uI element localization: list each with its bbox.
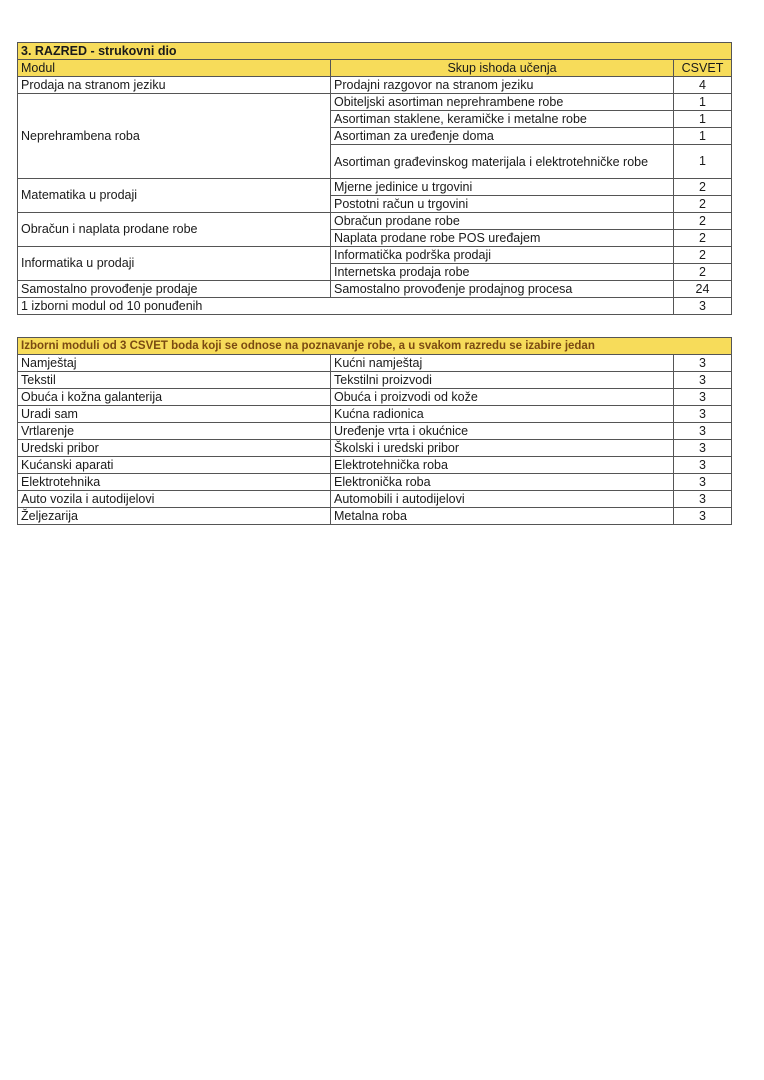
csvet-cell: 3	[674, 372, 732, 389]
module-cell: Matematika u prodaji	[18, 179, 331, 213]
module-cell: Kućanski aparati	[18, 457, 331, 474]
csvet-cell: 3	[674, 508, 732, 525]
header-module: Modul	[18, 60, 331, 77]
csvet-cell: 24	[674, 281, 732, 298]
outcome-cell: Kućni namještaj	[331, 355, 674, 372]
outcome-cell: Prodajni razgovor na stranom jeziku	[331, 77, 674, 94]
table-row	[18, 372, 732, 389]
table-row	[18, 491, 732, 508]
outcome-cell: Samostalno provođenje prodajnog procesa	[331, 281, 674, 298]
module-cell: Uredski pribor	[18, 440, 331, 457]
module-cell: Tekstil	[18, 372, 331, 389]
table-row	[18, 508, 732, 525]
csvet-cell: 2	[674, 247, 732, 264]
elective-row	[18, 298, 732, 315]
table-title: Izborni moduli od 3 CSVET boda koji se odnose na poznavanje robe, a u svakom razredu se izabire jedan	[18, 338, 732, 355]
outcome-cell: Asortiman za uređenje doma	[331, 128, 674, 145]
table-row	[18, 281, 732, 298]
csvet-cell: 3	[674, 355, 732, 372]
module-cell: Prodaja na stranom jeziku	[18, 77, 331, 94]
outcome-cell: Metalna roba	[331, 508, 674, 525]
table-row	[18, 179, 732, 196]
table-row	[18, 440, 732, 457]
outcome-cell: Tekstilni proizvodi	[331, 372, 674, 389]
table-row	[18, 213, 732, 230]
module-cell: Obuća i kožna galanterija	[18, 389, 331, 406]
table-row	[18, 389, 732, 406]
csvet-cell: 1	[674, 128, 732, 145]
table-row	[18, 474, 732, 491]
csvet-cell: 1	[674, 145, 732, 179]
table-row	[18, 355, 732, 372]
outcome-cell: Internetska prodaja robe	[331, 264, 674, 281]
outcome-cell: Obiteljski asortiman neprehrambene robe	[331, 94, 674, 111]
header-outcomes: Skup ishoda učenja	[331, 60, 674, 77]
csvet-cell: 3	[674, 389, 732, 406]
table-row	[18, 77, 732, 94]
module-cell: Elektrotehnika	[18, 474, 331, 491]
elective-modules-table	[17, 337, 732, 525]
csvet-cell: 2	[674, 196, 732, 213]
outcome-cell: Mjerne jedinice u trgovini	[331, 179, 674, 196]
module-cell: Namještaj	[18, 355, 331, 372]
header-csvet: CSVET	[674, 60, 732, 77]
outcome-cell: Obračun prodane robe	[331, 213, 674, 230]
csvet-cell: 2	[674, 230, 732, 247]
outcome-cell: Informatička podrška prodaji	[331, 247, 674, 264]
csvet-cell: 2	[674, 264, 732, 281]
table-row	[18, 457, 732, 474]
outcome-cell: Asortiman staklene, keramičke i metalne robe	[331, 111, 674, 128]
outcome-cell: Elektronička roba	[331, 474, 674, 491]
csvet-cell: 3	[674, 457, 732, 474]
table-title: 3. RAZRED - strukovni dio	[18, 43, 732, 60]
csvet-cell: 2	[674, 179, 732, 196]
outcome-cell: Naplata prodane robe POS uređajem	[331, 230, 674, 247]
table-row	[18, 94, 732, 111]
table-row	[18, 423, 732, 440]
module-cell: Neprehrambena roba	[18, 94, 331, 179]
outcome-cell: Školski i uredski pribor	[331, 440, 674, 457]
module-cell: Obračun i naplata prodane robe	[18, 213, 331, 247]
csvet-cell: 3	[674, 423, 732, 440]
outcome-cell: Uređenje vrta i okućnice	[331, 423, 674, 440]
curriculum-table-3rd-grade	[17, 42, 732, 315]
csvet-cell: 3	[674, 298, 732, 315]
csvet-cell: 2	[674, 213, 732, 230]
table-row	[18, 247, 732, 264]
csvet-cell: 3	[674, 491, 732, 508]
table-row	[18, 406, 732, 423]
module-cell: Informatika u prodaji	[18, 247, 331, 281]
module-cell: Samostalno provođenje prodaje	[18, 281, 331, 298]
csvet-cell: 1	[674, 94, 732, 111]
outcome-cell: Elektrotehnička roba	[331, 457, 674, 474]
module-cell: Vrtlarenje	[18, 423, 331, 440]
outcome-cell: Postotni račun u trgovini	[331, 196, 674, 213]
outcome-cell: Obuća i proizvodi od kože	[331, 389, 674, 406]
csvet-cell: 1	[674, 111, 732, 128]
module-cell: Uradi sam	[18, 406, 331, 423]
csvet-cell: 4	[674, 77, 732, 94]
outcome-cell: Asortiman građevinskog materijala i elektrotehničke robe	[331, 145, 674, 179]
csvet-cell: 3	[674, 406, 732, 423]
outcome-cell: Kućna radionica	[331, 406, 674, 423]
csvet-cell: 3	[674, 440, 732, 457]
elective-label: 1 izborni modul od 10 ponuđenih	[18, 298, 674, 315]
module-cell: Auto vozila i autodijelovi	[18, 491, 331, 508]
csvet-cell: 3	[674, 474, 732, 491]
outcome-cell: Automobili i autodijelovi	[331, 491, 674, 508]
module-cell: Željezarija	[18, 508, 331, 525]
